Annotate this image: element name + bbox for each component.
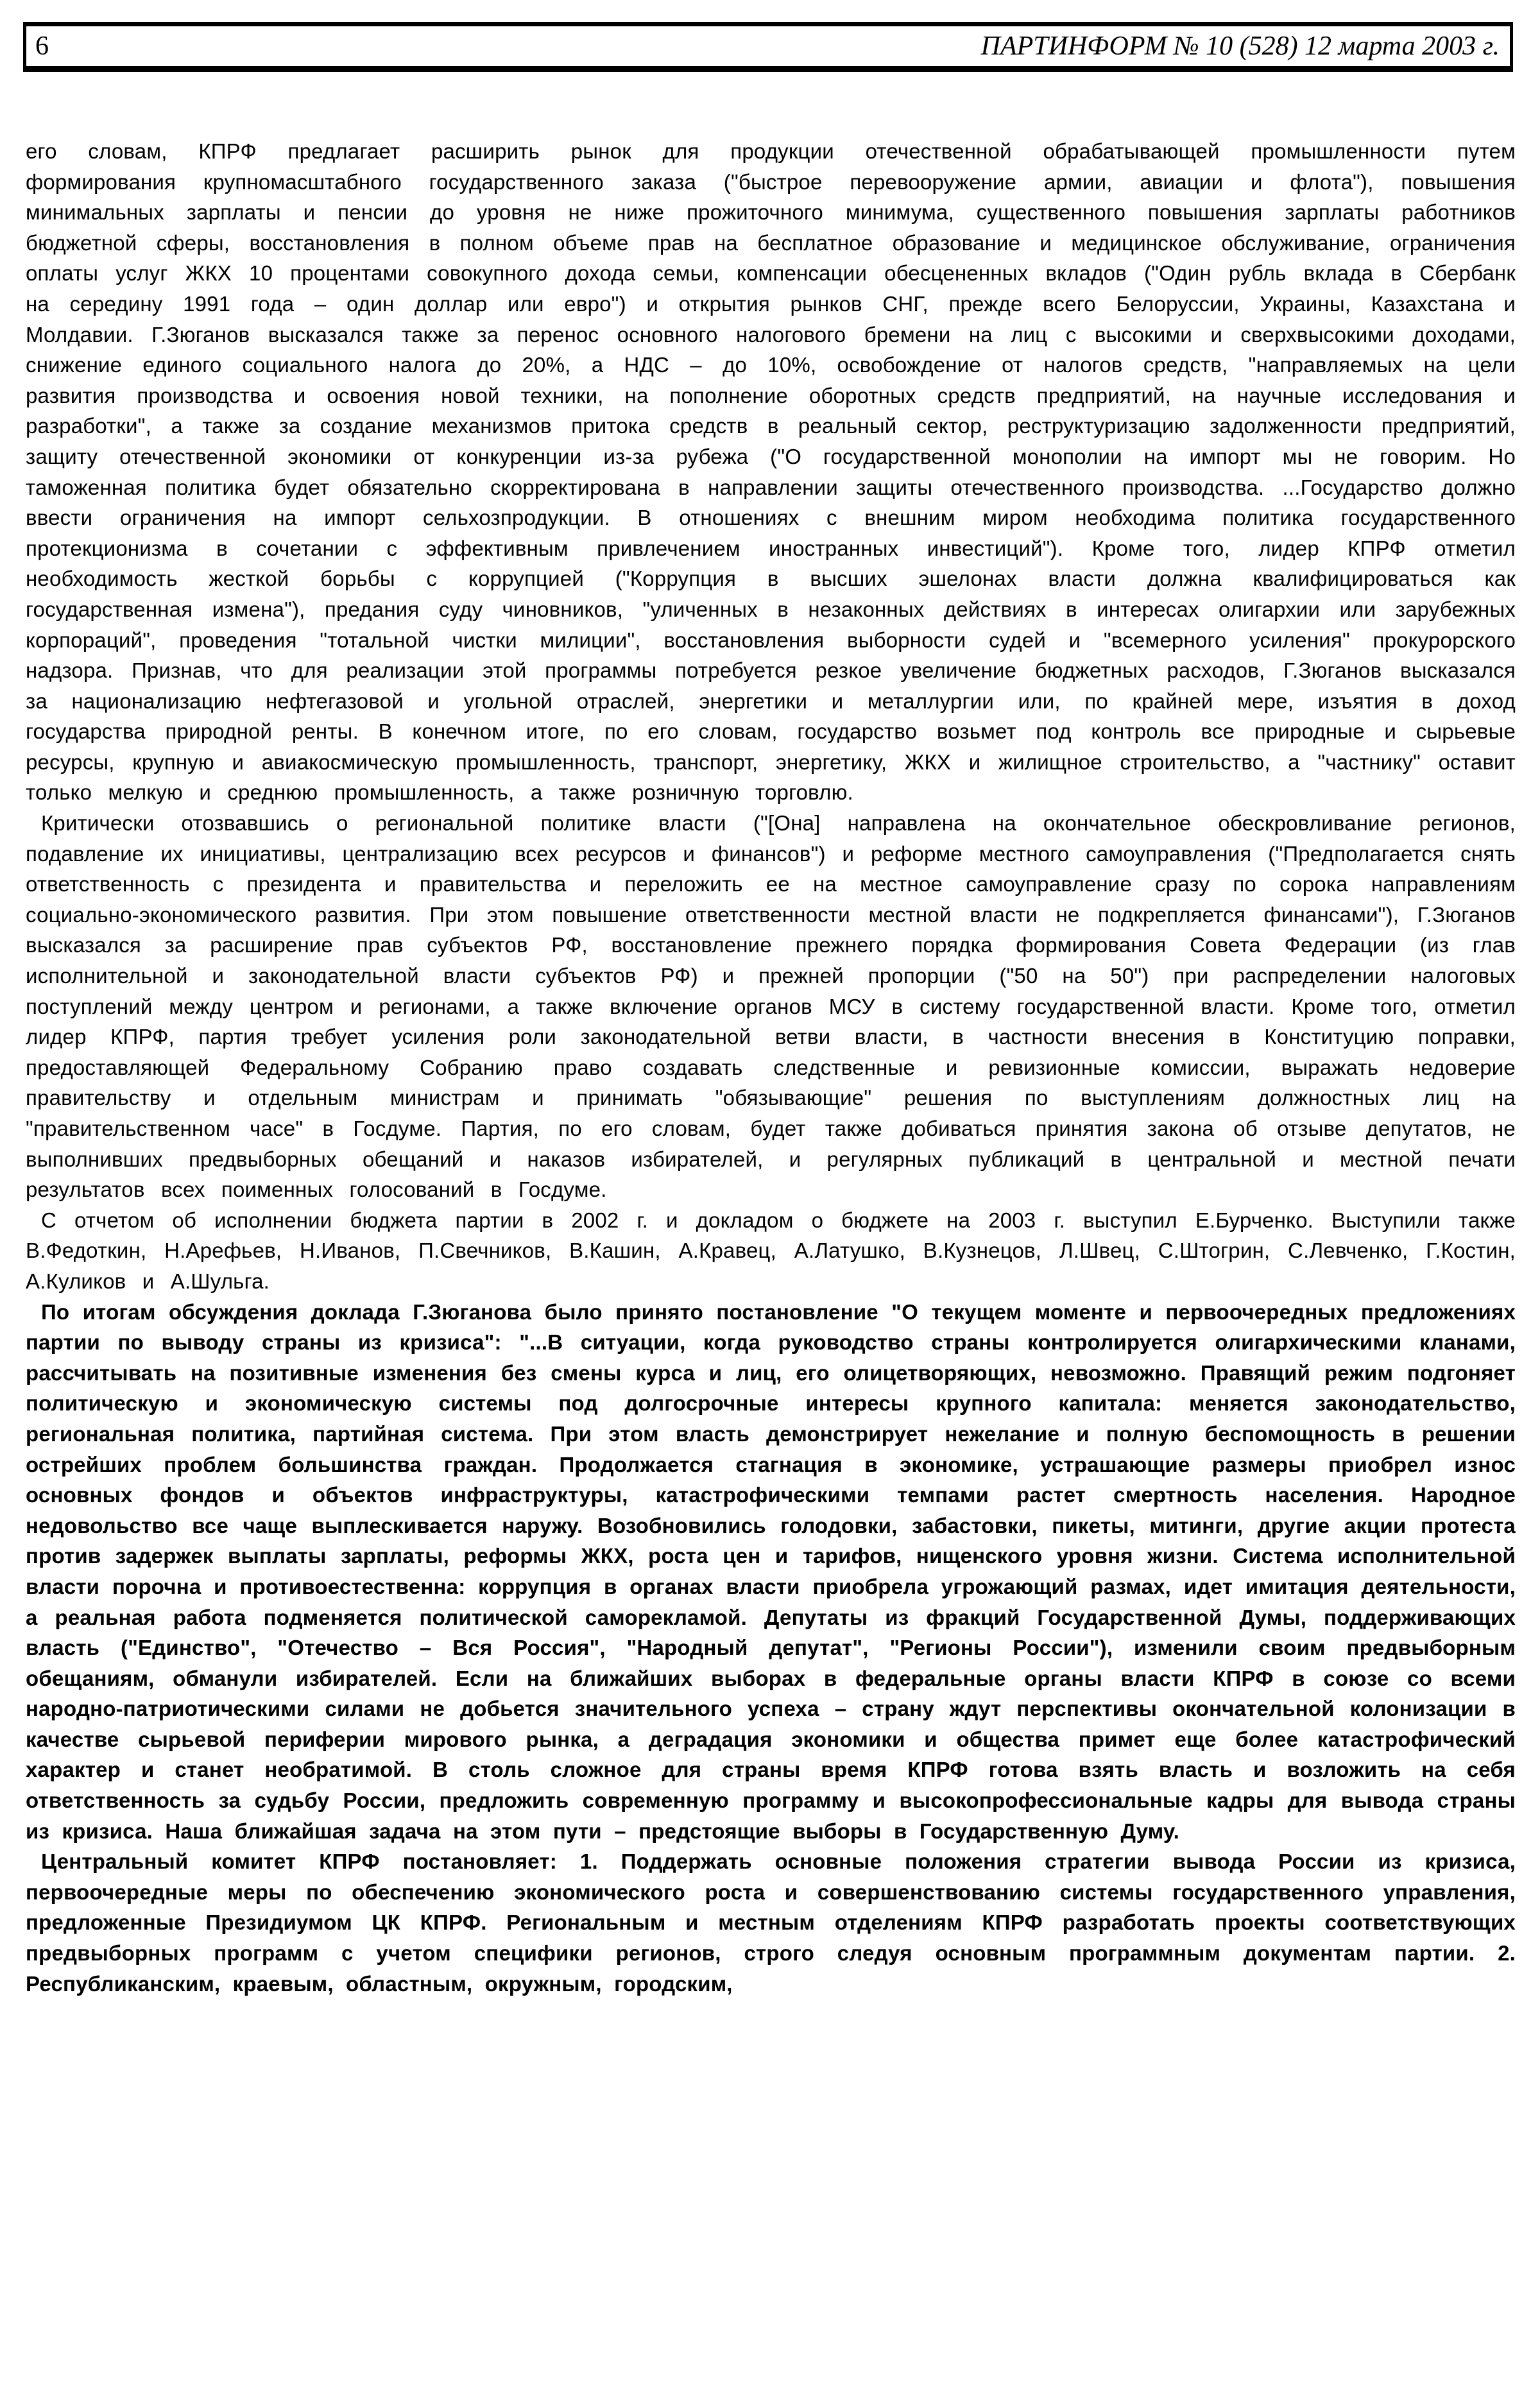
paragraph-resolution: По итогам обсуждения доклада Г.Зюганова было принято постановление "О текущем моменте и первоочередных предложениях партии по выводу страны из кризиса": "...В ситуации, когда руководство страны контролируется олигархическими кланами, рассчитывать на позитивные изменения без смены курса и лиц, его олицетворяющих, невозможно. Правящий режим подгоняет политическую и экономическую системы под долгосрочные интересы крупного капитала: меняется законодательство, региональная политика, партийная система. При этом власть демонстрирует нежелание и полную беспомощность в решении острейших проблем большинства граждан. Продолжается стагнация в экономике, устрашающие размеры приобрел износ основных фондов и объектов инфраструктуры, катастрофическими темпами растет смертность населения. Народное недовольство все чаще выплескивается наружу. Возобновились голодовки, забастовки, пикеты, митинги, другие акции протеста против задержек выплаты зарплаты, реформы ЖКХ, роста цен и тарифов, нищенского уровня жизни. Система исполнительной власти порочна и противоестественна: коррупция в органах власти приобрела угрожающий размах, идет имитация деятельности, а реальная работа подменяется политической саморекламой. Депутаты из фракций Государственной Думы, поддерживающих власть ("Единство", "Отечество – Вся Россия", "Народный депутат", "Регионы России"), изменили своим предвыборным обещаниям, обманули избирателей. Если на ближайших выборах в федеральные органы власти КПРФ в союзе со всеми народно-патриотическими силами не добьется значительного успеха – страну ждут перспективы окончательной колонизации в качестве сырьевой периферии мирового рынка, а деградация экономики и общества примет еще более катастрофический характер и станет необратимой. В столь сложное для страны время КПРФ готова взять власть и возложить на себя ответственность за судьбу России, предложить современную программу и высокопрофессиональные кадры для вывода страны из кризиса. Наша ближайшая задача на этом пути – предстоящие выборы в Государственную Думу. (26, 1299, 1516, 1843)
paragraph-continuation: его словам, КПРФ предлагает расширить рынок для продукции отечественной обрабатывающей промышленности путем формирования крупномасштабного государственного заказа ("быстрое перевооружение армии, авиации и флота"), повышения минимальных зарплаты и пенсии до уровня не ниже прожиточного минимума, существенного повышения зарплаты работников бюджетной сферы, восстановления в полном объеме прав на бесплатное образование и медицинское обслуживание, ограничения оплаты услуг ЖКХ 10 процентами совокупного дохода семьи, компенсации обесцененных вкладов ("Один рубль вклада в Сбербанк на середину 1991 года – один доллар или евро") и открытия рынков СНГ, прежде всего Белоруссии, Украины, Казахстана и Молдавии. Г.Зюганов высказался также за перенос основного налогового бремени на лиц с высокими и сверхвысокими доходами, снижение единого социального налога до 20%, а НДС – до 10%, освобождение от налогов средств, "направляемых на цели развития производства и освоения новой техники, на пополнение оборотных средств предприятий, на научные исследования и разработки", а также за создание механизмов притока средств в реальный сектор, реструктуризацию задолженности предприятий, защиту отечественной экономики от конкуренции из-за рубежа ("О государственной монополии на импорт мы не говорим. Но таможенная политика будет обязательно скорректирована в направлении защиты отечественного производства. ...Государство должно ввести ограничения на импорт сельхозпродукции. В отношениях с внешним миром необходима политика государственного протекционизма в сочетании с эффективным привлечением иностранных инвестиций"). Кроме того, лидер КПРФ отметил необходимость жесткой борьбы с коррупцией ("Коррупция в высших эшелонах власти должна квалифицироваться как государственная измена"), предания суду чиновников, "уличенных в незаконных действиях в интересах олигархии или зарубежных корпораций", проведения "тотальной чистки милиции", восстановления выборности судей и "всемерного усиления" прокурорского надзора. Признав, что для реализации этой программы потребуется резкое увеличение бюджетных расходов, Г.Зюганов высказался за национализацию нефтегазовой и угольной отраслей, энергетики и металлургии или, по крайней мере, изъятия в доход государства природной ренты. В конечном итоге, по его словам, государство возьмет под контроль все природные и сырьевые ресурсы, крупную и авиакосмическую промышленность, транспорт, энергетику, ЖКХ и жилищное строительство, а "частнику" оставит только мелкую и среднюю промышленность, а также розничную торговлю. (26, 139, 1516, 805)
article-body (26, 136, 1516, 1999)
paragraph-committee-decree: Центральный комитет КПРФ постановляет: 1. Поддержать основные положения стратегии вывода России из кризиса, первоочередные меры по обеспечению экономического роста и совершенствованию системы государственного управления, предложенные Президиумом ЦК КПРФ. Региональным и местным отделениям КПРФ разработать проекты соответствующих предвыборных программ с учетом специфики регионов, строго следуя основным программным документам партии. 2. Республиканским, краевым, областным, окружным, городским, (26, 1849, 1516, 1996)
paragraph-budget-report: С отчетом об исполнении бюджета партии в 2002 г. и докладом о бюджете на 2003 г. выступил Е.Бурченко. Выступили также В.Федоткин, Н.Арефьев, Н.Иванов, П.Свечников, В.Кашин, А.Кравец, А.Латушко, В.Кузнецов, Л.Швец, С.Штогрин, С.Левченко, Г.Костин, А.Куликов и А.Шульга. (26, 1208, 1516, 1293)
page-number: 6 (35, 31, 49, 61)
paragraph-regional-policy: Критически отозвавшись о региональной политике власти ("[Она] направлена на окончательное обескровливание регионов, подавление их инициативы, централизацию всех ресурсов и финансов") и реформе местного самоуправления ("Предполагается снять ответственность с президента и правительства и переложить ее на местное самоуправление сразу по сорока направлениям социально-экономического развития. При этом повышение ответственности местной власти не подкрепляется финансами"), Г.Зюганов высказался за расширение прав субъектов РФ, восстановление прежнего порядка формирования Совета Федерации (из глав исполнительной и законодательной власти субъектов РФ) и прежней пропорции ("50 на 50") при распределении налоговых поступлений между центром и регионами, а также включение органов МСУ в систему государственной власти. Кроме того, отметил лидер КПРФ, партия требует усиления роли законодательной ветви власти, в частности внесения в Конституцию поправки, предоставляющей Федеральному Собранию право создавать следственные и ревизионные комиссии, выражать недоверие правительству и отдельным министрам и принимать "обязывающие" решения по выступлениям должностных лиц на "правительственном часе" в Госдуме. Партия, по его словам, будет также добиваться принятия закона об отзыве депутатов, не выполнивших предвыборных обещаний и наказов избирателей, и регулярных публикаций в центральной и местной печати результатов всех поименных голосований в Госдуме. (26, 811, 1516, 1202)
issue-title: ПАРТИНФОРМ № 10 (528) 12 марта 2003 г. (980, 31, 1500, 61)
page-header (23, 22, 1513, 72)
